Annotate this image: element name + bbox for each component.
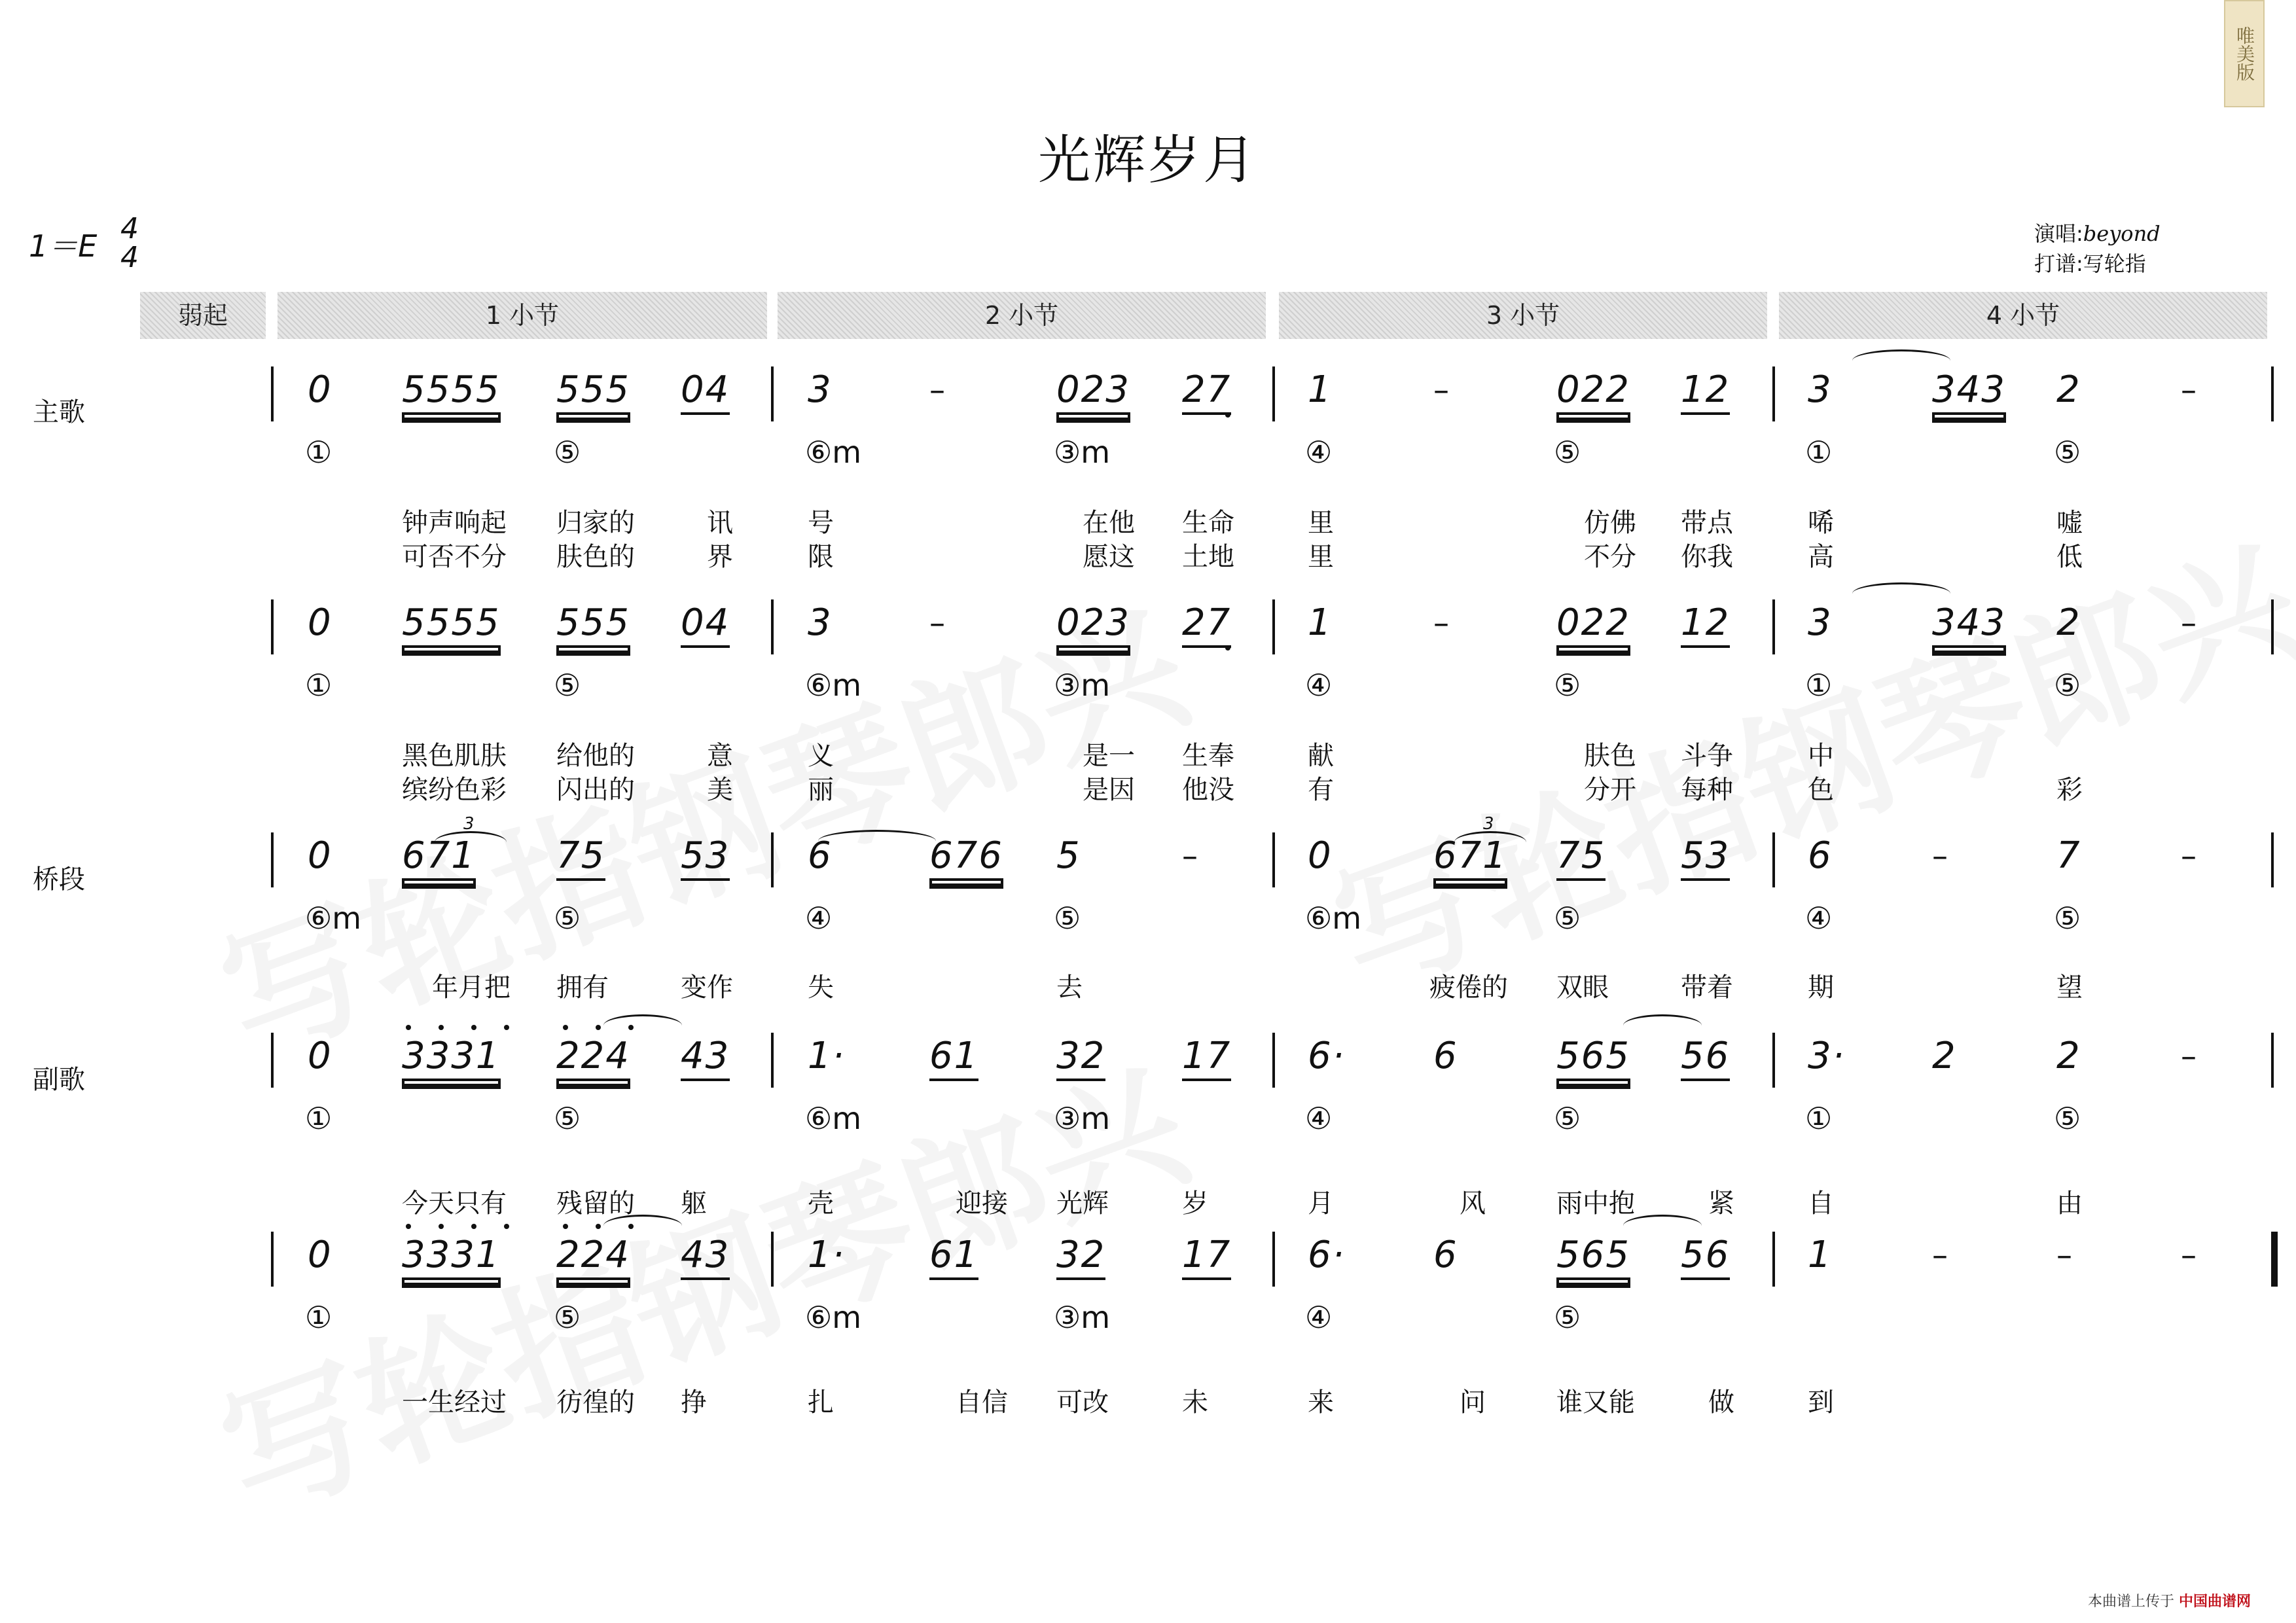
string-marker: ⑤ [1054, 901, 1081, 936]
lyric: 挣 [681, 1387, 707, 1418]
lyric: 做 [1708, 1387, 1734, 1418]
note-group: 0 [308, 368, 332, 411]
lyric: 是一 [1083, 741, 1135, 771]
note-group: 671 [1433, 836, 1507, 881]
string-marker: ⑤ [2054, 435, 2081, 470]
string-marker: ⑤ [554, 435, 581, 470]
section-label-bridge: 桥段 [33, 865, 85, 895]
lyric: 土地 [1182, 542, 1234, 572]
sustain-dash: – [2056, 1237, 2072, 1274]
note-group: 1· [808, 1234, 846, 1276]
lyric: 双眼 [1556, 972, 1609, 1003]
lyric: 迎接 [956, 1188, 1008, 1219]
lyric: 意 [707, 741, 733, 771]
string-marker: ⑤ [554, 901, 581, 936]
sustain-dash: – [2181, 838, 2197, 874]
string-marker: ⑤ [1554, 668, 1581, 703]
arranger-label: 打谱: [2034, 251, 2083, 276]
lyric: 闪出的 [556, 775, 635, 805]
note-group: 3 [808, 368, 833, 411]
note-group: 75 [556, 836, 605, 881]
measure-header-4: 4 小节 [1779, 292, 2267, 339]
lyric: 给他的 [556, 741, 635, 771]
note-group: 023 [1056, 370, 1130, 415]
sustain-dash: – [1932, 1237, 1948, 1274]
section-label-chorus: 副歌 [33, 1065, 85, 1095]
note-group: 1· [808, 1035, 846, 1077]
sustain-dash: – [1932, 838, 1948, 874]
lyric: 月 [1308, 1188, 1334, 1219]
string-marker: ⑥m [805, 435, 862, 470]
lyric: 限 [808, 542, 834, 572]
note-group: 555 [556, 603, 630, 648]
lyric: 在他 [1083, 508, 1135, 538]
lyric: 谁又能 [1556, 1387, 1635, 1418]
lyric: 今天只有 [402, 1188, 507, 1219]
bar-line [1272, 832, 1275, 887]
octave-dot [471, 1025, 476, 1030]
lyric: 丽 [808, 775, 834, 805]
lyric: 生命 [1182, 508, 1234, 538]
bar-line [771, 1033, 774, 1088]
bar-line [771, 599, 774, 654]
octave-dot [563, 1025, 568, 1030]
note-group: 1 [1308, 601, 1333, 644]
string-marker: ⑤ [2054, 901, 2081, 936]
string-marker: ④ [1305, 668, 1333, 703]
lyric: 带着 [1681, 972, 1733, 1003]
note-group: 6 [1433, 1035, 1458, 1077]
bar-line [2271, 832, 2274, 887]
lyric: 中 [1808, 741, 1834, 771]
note-group: 2 [1932, 1035, 1957, 1077]
note-group: 565 [1556, 1236, 1630, 1280]
lyric: 紧 [1708, 1188, 1734, 1219]
string-marker: ⑤ [1554, 901, 1581, 936]
note-group: 17 [1182, 1236, 1231, 1280]
string-marker: ⑤ [1554, 1101, 1581, 1136]
lyric: 高 [1808, 542, 1834, 572]
octave-dot [596, 1025, 601, 1030]
note-group: 0 [308, 1234, 332, 1276]
string-marker: ③m [1054, 1101, 1111, 1136]
bar-line [2271, 1033, 2274, 1088]
lyric: 美 [707, 775, 733, 805]
note-group: 022 [1556, 370, 1630, 415]
measure-header-1: 1 小节 [278, 292, 767, 339]
key-signature: 1＝E [29, 228, 98, 264]
sustain-dash: – [2181, 605, 2197, 641]
note-group: 12 [1681, 603, 1730, 648]
lyric: 不分 [1584, 542, 1636, 572]
string-marker: ④ [1305, 1101, 1333, 1136]
lyric: 躯 [681, 1188, 707, 1219]
triplet-mark: 3 [463, 814, 475, 834]
lyric: 唏 [1808, 508, 1834, 538]
string-marker: ③m [1054, 668, 1111, 703]
lyric: 愿这 [1083, 542, 1135, 572]
octave-dot [406, 1224, 411, 1229]
note-group: 56 [1681, 1037, 1730, 1081]
note-group: 023 [1056, 603, 1130, 648]
bar-line [1272, 599, 1275, 654]
tie-arc [1623, 1014, 1702, 1026]
note-group: 5 [1056, 834, 1081, 877]
lyric: 拥有 [556, 972, 609, 1003]
string-marker: ⑤ [2054, 668, 2081, 703]
note-group: 27 [1182, 370, 1231, 415]
arranger-credit [2034, 247, 2146, 277]
lyric: 义 [808, 741, 834, 771]
lyric: 到 [1808, 1387, 1834, 1418]
lyric: 岁 [1182, 1188, 1208, 1219]
lyric: 肤色的 [556, 542, 635, 572]
bar-line [271, 599, 274, 654]
lyric: 色 [1808, 775, 1834, 805]
note-group: 3· [1808, 1035, 1846, 1077]
lyric: 问 [1460, 1387, 1486, 1418]
note-group: 3331 [402, 1236, 501, 1280]
lyric: 里 [1308, 542, 1334, 572]
measure-header-3: 3 小节 [1279, 292, 1767, 339]
bar-line [1772, 832, 1775, 887]
note-group: 3331 [402, 1037, 501, 1081]
lyric: 扎 [808, 1387, 834, 1418]
bar-line [1772, 599, 1775, 654]
lyric: 望 [2056, 972, 2083, 1003]
lyric: 由 [2056, 1188, 2083, 1219]
lyric: 里 [1308, 508, 1334, 538]
note-group: 04 [681, 370, 730, 415]
bar-line [1272, 366, 1275, 421]
sustain-dash: – [2181, 1038, 2197, 1075]
octave-dot [439, 1025, 444, 1030]
string-marker: ④ [1805, 901, 1833, 936]
note-group: 343 [1932, 370, 2006, 415]
string-marker: ⑤ [554, 1101, 581, 1136]
note-group: 224 [556, 1037, 630, 1081]
string-marker: ③m [1054, 1300, 1111, 1335]
octave-dot [1225, 645, 1230, 651]
tie-arc [1852, 582, 1950, 594]
note-group: 43 [681, 1236, 730, 1280]
bar-line [2271, 599, 2274, 654]
lyric: 光辉 [1056, 1188, 1109, 1219]
note-group: 61 [929, 1236, 978, 1280]
bar-line [1772, 1033, 1775, 1088]
octave-dot [628, 1025, 634, 1030]
note-group: 224 [556, 1236, 630, 1280]
string-marker: ⑤ [1554, 1300, 1581, 1335]
lyric: 界 [707, 542, 733, 572]
sustain-dash: – [929, 605, 945, 641]
note-group: 7 [2056, 834, 2081, 877]
string-marker: ④ [805, 901, 833, 936]
lyric: 年月把 [432, 972, 511, 1003]
octave-dot [596, 1224, 601, 1229]
note-group: 27 [1182, 603, 1231, 648]
lyric: 献 [1308, 741, 1334, 771]
note-group: 04 [681, 603, 730, 648]
note-group: 3 [1808, 368, 1833, 411]
note-group: 0 [308, 1035, 332, 1077]
lyric: 壳 [808, 1188, 834, 1219]
string-marker: ⑤ [2054, 1101, 2081, 1136]
lyric: 失 [808, 972, 834, 1003]
octave-dot [628, 1224, 634, 1229]
note-group: 565 [1556, 1037, 1630, 1081]
string-marker: ① [305, 1300, 332, 1335]
string-marker: ③m [1054, 435, 1111, 470]
sustain-dash: – [929, 372, 945, 408]
octave-dot [406, 1025, 411, 1030]
lyric: 未 [1182, 1387, 1208, 1418]
lyric: 钟声响起 [402, 508, 507, 538]
measure-header-2: 2 小节 [778, 292, 1266, 339]
bar-line [1772, 1232, 1775, 1287]
page-title: 光辉岁月 [1038, 130, 1258, 190]
lyric: 疲倦的 [1429, 972, 1508, 1003]
bar-line [771, 366, 774, 421]
time-sig-top: 4 [120, 212, 139, 245]
lyric: 变作 [681, 972, 733, 1003]
string-marker: ① [305, 668, 332, 703]
lyric: 低 [2056, 542, 2083, 572]
watermark [191, 1012, 1209, 1551]
note-group: 3 [1808, 601, 1833, 644]
string-marker: ① [1805, 668, 1833, 703]
string-marker: ① [1805, 1101, 1833, 1136]
note-group: 5555 [402, 603, 501, 648]
lyric: 号 [808, 508, 834, 538]
note-group: 2 [2056, 601, 2081, 644]
sustain-dash: – [1182, 838, 1198, 874]
sustain-dash: – [2181, 372, 2197, 408]
sustain-dash: – [1433, 605, 1449, 641]
lyric: 讯 [707, 508, 733, 538]
bar-line [1772, 366, 1775, 421]
lyric: 期 [1808, 972, 1834, 1003]
octave-dot [563, 1224, 568, 1229]
note-group: 671 [402, 836, 476, 881]
bar-line [2271, 366, 2274, 421]
note-group: 32 [1056, 1037, 1105, 1081]
lyric: 带点 [1681, 508, 1733, 538]
time-signature [117, 212, 143, 274]
note-group: 0 [308, 834, 332, 877]
string-marker: ⑤ [554, 1300, 581, 1335]
lyric: 彩 [2056, 775, 2083, 805]
note-group: 3 [808, 601, 833, 644]
lyric: 他没 [1182, 775, 1234, 805]
site-logo: 中国曲谱网 [2179, 1594, 2251, 1610]
note-group: 6 [1433, 1234, 1458, 1276]
lyric: 有 [1308, 775, 1334, 805]
note-group: 5555 [402, 370, 501, 415]
note-group: 676 [929, 836, 1003, 881]
lyric: 缤纷色彩 [402, 775, 507, 805]
octave-dot [471, 1224, 476, 1229]
tie-arc [1623, 1215, 1702, 1226]
bar-line [271, 1232, 274, 1287]
string-marker: ① [1805, 435, 1833, 470]
note-group: 1 [1308, 368, 1333, 411]
octave-dot [439, 1224, 444, 1229]
note-group: 32 [1056, 1236, 1105, 1280]
note-group: 6· [1308, 1234, 1346, 1276]
footer-note [2088, 1590, 2251, 1611]
time-sig-bottom: 4 [120, 241, 139, 274]
lyric: 仿佛 [1584, 508, 1636, 538]
note-group: 6 [1808, 834, 1833, 877]
bar-line [771, 1232, 774, 1287]
lyric: 一生经过 [402, 1387, 507, 1418]
lyric: 可改 [1056, 1387, 1109, 1418]
singer-credit [2034, 217, 2161, 247]
note-group: 022 [1556, 603, 1630, 648]
note-group: 17 [1182, 1037, 1231, 1081]
string-marker: ⑥m [805, 668, 862, 703]
string-marker: ⑥m [1305, 901, 1362, 936]
octave-dot [504, 1224, 509, 1229]
octave-dot [504, 1025, 509, 1030]
lyric: 嘘 [2056, 508, 2083, 538]
tie-arc [1852, 349, 1950, 361]
note-group: 1 [1808, 1234, 1833, 1276]
bar-line [1272, 1033, 1275, 1088]
note-group: 43 [681, 1037, 730, 1081]
lyric: 自信 [956, 1387, 1008, 1418]
watermark [1304, 488, 2296, 1027]
singer-name: beyond [2083, 221, 2161, 246]
string-marker: ⑤ [1554, 435, 1581, 470]
note-group: 6 [808, 834, 833, 877]
note-group: 56 [1681, 1236, 1730, 1280]
final-bar-line [2271, 1232, 2278, 1287]
sustain-dash: – [1433, 372, 1449, 408]
octave-dot [1225, 412, 1230, 418]
note-group: 343 [1932, 603, 2006, 648]
note-group: 2 [2056, 1035, 2081, 1077]
string-marker: ⑥m [805, 1300, 862, 1335]
string-marker: ⑥m [805, 1101, 862, 1136]
lyric: 你我 [1681, 542, 1733, 572]
lyric: 来 [1308, 1387, 1334, 1418]
lyric: 分开 [1584, 775, 1636, 805]
footer-prefix: 本曲谱上传于 [2088, 1594, 2175, 1610]
tie-arc [603, 1014, 682, 1026]
sustain-dash: – [2181, 1237, 2197, 1274]
bar-line [271, 366, 274, 421]
lyric: 斗争 [1681, 741, 1733, 771]
bar-line [271, 832, 274, 887]
note-group: 53 [1681, 836, 1730, 881]
section-label-verse: 主歌 [33, 397, 85, 427]
lyric: 风 [1460, 1188, 1486, 1219]
note-group: 0 [1308, 834, 1333, 877]
lyric: 残留的 [556, 1188, 635, 1219]
note-group: 555 [556, 370, 630, 415]
singer-label: 演唱: [2034, 221, 2083, 246]
lyric: 肤色 [1584, 741, 1636, 771]
lyric: 自 [1808, 1188, 1834, 1219]
note-group: 53 [681, 836, 730, 881]
lyric: 生奉 [1182, 741, 1234, 771]
bar-line [1272, 1232, 1275, 1287]
lyric: 去 [1056, 972, 1083, 1003]
triplet-mark: 3 [1483, 814, 1494, 834]
lyric: 黑色肌肤 [402, 741, 507, 771]
lyric: 雨中抱 [1556, 1188, 1635, 1219]
string-marker: ⑤ [554, 668, 581, 703]
lyric: 是因 [1083, 775, 1135, 805]
version-badge: 唯美版 [2224, 0, 2265, 107]
note-group: 0 [308, 601, 332, 644]
lyric: 归家的 [556, 508, 635, 538]
note-group: 75 [1556, 836, 1605, 881]
string-marker: ⑥m [305, 901, 362, 936]
note-group: 12 [1681, 370, 1730, 415]
lyric: 彷徨的 [556, 1387, 635, 1418]
measure-header-pickup: 弱起 [140, 292, 266, 339]
note-group: 6· [1308, 1035, 1346, 1077]
lyric: 每种 [1681, 775, 1733, 805]
lyric: 可否不分 [402, 542, 507, 572]
string-marker: ④ [1305, 1300, 1333, 1335]
string-marker: ④ [1305, 435, 1333, 470]
note-group: 61 [929, 1037, 978, 1081]
string-marker: ① [305, 435, 332, 470]
bar-line [771, 832, 774, 887]
note-group: 2 [2056, 368, 2081, 411]
string-marker: ① [305, 1101, 332, 1136]
arranger-name: 写轮指 [2083, 251, 2146, 276]
bar-line [271, 1033, 274, 1088]
